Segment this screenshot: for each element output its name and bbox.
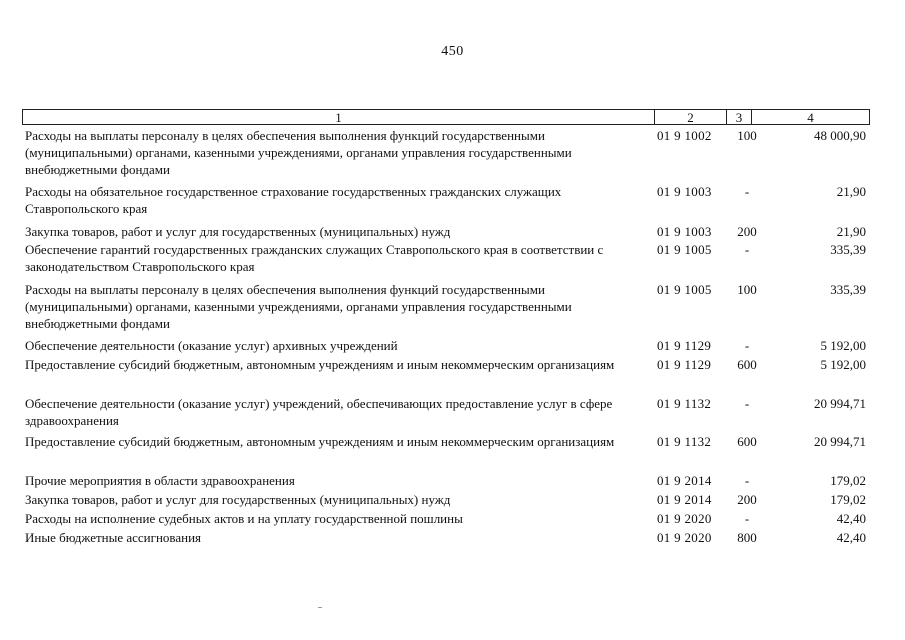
row-amount: 5 192,00 (820, 338, 866, 353)
row-code: 01 9 2020 (657, 530, 712, 545)
header-col-3: 3 (726, 109, 751, 125)
row-type: 200 (737, 224, 757, 239)
row-type: 200 (737, 492, 757, 507)
row-code: 01 9 2020 (657, 511, 712, 526)
row-type: 600 (737, 434, 757, 449)
row-code: 01 9 1005 (657, 282, 712, 297)
header-col-2: 2 (654, 109, 726, 125)
row-code: 01 9 1129 (657, 357, 712, 372)
row-code: 01 9 1132 (657, 396, 712, 411)
row-amount: 20 994,71 (814, 434, 866, 449)
header-col-1: 1 (22, 109, 654, 125)
header-col-4: 4 (751, 109, 870, 125)
row-amount: 21,90 (836, 184, 866, 199)
row-type: 100 (737, 128, 757, 143)
table-header (22, 109, 870, 125)
row-amount: 335,39 (830, 242, 866, 257)
row-amount: 179,02 (830, 473, 866, 488)
row-amount: 42,40 (836, 530, 866, 545)
row-name: Обеспечение гарантий государственных гражданских служащих Ставропольского края в соответствии с законодательством Ставропольского края (25, 242, 604, 274)
row-type: 100 (737, 282, 757, 297)
row-name: Прочие мероприятия в области здравоохранения (25, 473, 295, 488)
row-code: 01 9 1132 (657, 434, 712, 449)
row-name: Предоставление субсидий бюджетным, автономным учреждениям и иным некоммерческим организациям (25, 434, 615, 449)
row-name: Обеспечение деятельности (оказание услуг) архивных учреждений (25, 338, 398, 353)
row-name: Иные бюджетные ассигнования (25, 530, 202, 545)
row-type: - (744, 242, 750, 257)
row-type: - (744, 338, 750, 353)
row-amount: 42,40 (836, 511, 866, 526)
row-type: - (744, 473, 750, 488)
row-name: Расходы на исполнение судебных актов и на уплату государственной пошлины (25, 511, 463, 526)
row-name: Закупка товаров, работ и услуг для государственных (муниципальных) нужд (25, 224, 451, 239)
row-code: 01 9 1005 (657, 242, 712, 257)
row-amount: 5 192,00 (820, 357, 866, 372)
row-name: Расходы на выплаты персоналу в целях обеспечения выполнения функций государственными (муниципальными) органами, казенными учреждениями, органами управления государственными внебюджетными фондами (25, 128, 572, 177)
row-code: 01 9 2014 (657, 492, 712, 507)
row-code: 01 9 1129 (657, 338, 712, 353)
row-type: - (744, 184, 750, 199)
row-amount: 21,90 (836, 224, 866, 239)
row-type: - (744, 396, 750, 411)
row-type: 600 (737, 357, 757, 372)
row-name: Обеспечение деятельности (оказание услуг) учреждений, обеспечивающих предоставление услуг в сфере здравоохранения (25, 396, 613, 428)
page-number: 450 (441, 44, 464, 59)
row-amount: 20 994,71 (814, 396, 866, 411)
row-amount: 48 000,90 (814, 128, 866, 143)
row-code: 01 9 1003 (657, 184, 712, 199)
row-name: Расходы на обязательное государственное страхование государственных гражданских служащих Ставропольского края (25, 184, 562, 216)
row-amount: 179,02 (830, 492, 866, 507)
row-name: Закупка товаров, работ и услуг для государственных (муниципальных) нужд (25, 492, 451, 507)
row-code: 01 9 2014 (657, 473, 712, 488)
row-code: 01 9 1003 (657, 224, 712, 239)
row-code: 01 9 1002 (657, 128, 712, 143)
row-type: 800 (737, 530, 757, 545)
row-name: Предоставление субсидий бюджетным, автономным учреждениям и иным некоммерческим организациям (25, 357, 615, 372)
row-name: Расходы на выплаты персоналу в целях обеспечения выполнения функций государственными (муниципальными) органами, казенными учреждениями, органами управления государственными внебюджетными фондами (25, 282, 572, 331)
scan-speck (318, 607, 322, 608)
row-amount: 335,39 (830, 282, 866, 297)
row-type: - (744, 511, 750, 526)
